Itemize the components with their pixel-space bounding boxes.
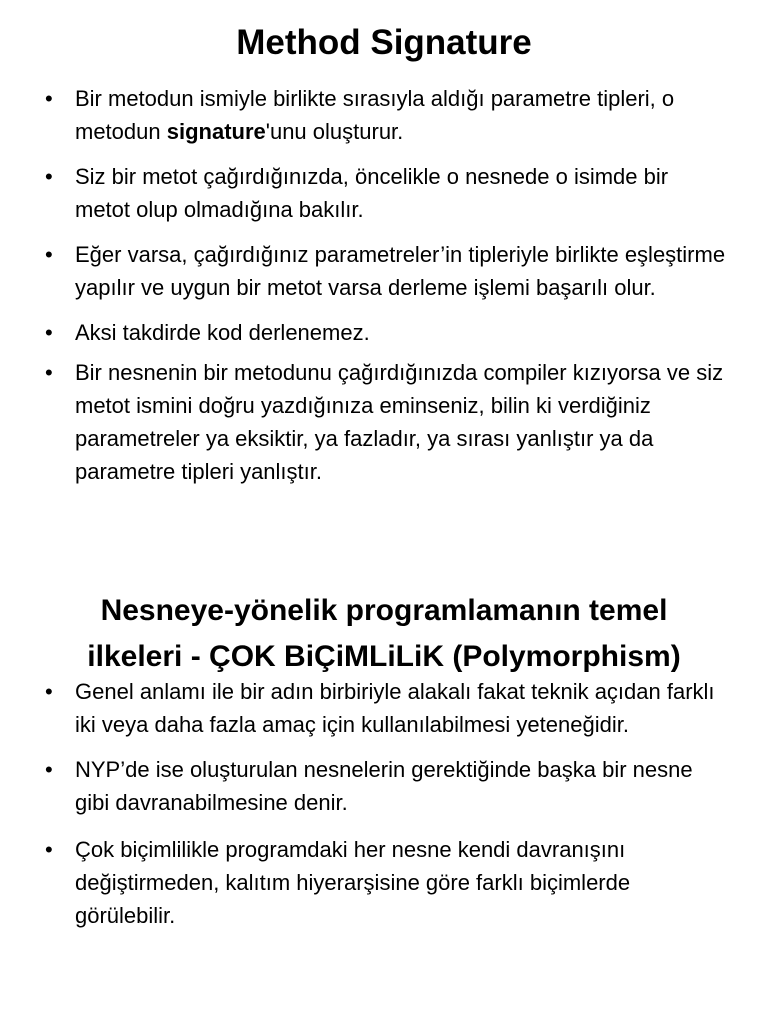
bullet-bold-term: signature	[166, 119, 266, 144]
bullet-icon: •	[45, 164, 53, 189]
section-title-polymorphism	[0, 588, 768, 680]
bullet-text: Siz bir metot çağırdığınızda, öncelikle o nesnede o isimde bir metot olup olmadığına bakılır.	[75, 164, 669, 222]
title-line: ilkeleri - ÇOK BiÇiMLiLiK (Polymorphism)	[87, 640, 681, 673]
bullet-text: Aksi takdirde kod derlenemez.	[75, 320, 370, 345]
bullet-icon: •	[45, 837, 53, 862]
title-line: Nesneye-yönelik programlamanın temel	[100, 594, 668, 627]
method-signature-bullet-list	[0, 82, 768, 488]
polymorphism-bullet-list	[0, 675, 768, 932]
list-item	[0, 675, 768, 741]
list-item	[0, 316, 768, 349]
bullet-text: Çok biçimlilikle programdaki her nesne kendi davranışını değiştirmeden, kalıtım hiyerarşisine göre farklı biçimlerde görülebilir.	[75, 837, 631, 928]
section-title-method-signature: Method Signature	[236, 23, 532, 62]
list-item	[0, 238, 768, 304]
bullet-text: NYP’de ise oluşturulan nesnelerin gerektiğinde başka bir nesne gibi davranabilmesine denir.	[75, 757, 693, 815]
bullet-icon: •	[45, 360, 53, 385]
list-item	[0, 356, 768, 488]
bullet-text-part: 'unu oluşturur.	[265, 119, 404, 144]
bullet-text: Genel anlamı ile bir adın birbiriyle alakalı fakat teknik açıdan farklı iki veya daha fazla amaç için kullanılabilmesi yeteneğidir.	[75, 679, 715, 737]
bullet-icon: •	[45, 242, 53, 267]
bullet-icon: •	[45, 757, 53, 782]
bullet-icon: •	[45, 320, 53, 345]
list-item	[0, 82, 768, 148]
bullet-text: Eğer varsa, çağırdığınız parametreler’in tipleriyle birlikte eşleştirme yapılır ve uygun bir metot varsa derleme işlemi başarılı olur.	[75, 242, 726, 300]
bullet-icon: •	[45, 679, 53, 704]
bullet-text-part: Bir metodun ismiyle birlikte sırasıyla aldığı parametre tipleri, o metodun	[75, 86, 675, 144]
bullet-text: Bir nesnenin bir metodunu çağırdığınızda compiler kızıyorsa ve siz metot ismini doğru yazdığınıza eminseniz, bilin ki verdiğiniz parametreler ya eksiktir, ya fazladır, ya sırası yanlıştır ya da parametre tipleri yanlıştır.	[75, 360, 724, 484]
list-item	[0, 833, 768, 932]
bullet-icon: •	[45, 86, 53, 111]
list-item	[0, 753, 768, 819]
list-item	[0, 160, 768, 226]
